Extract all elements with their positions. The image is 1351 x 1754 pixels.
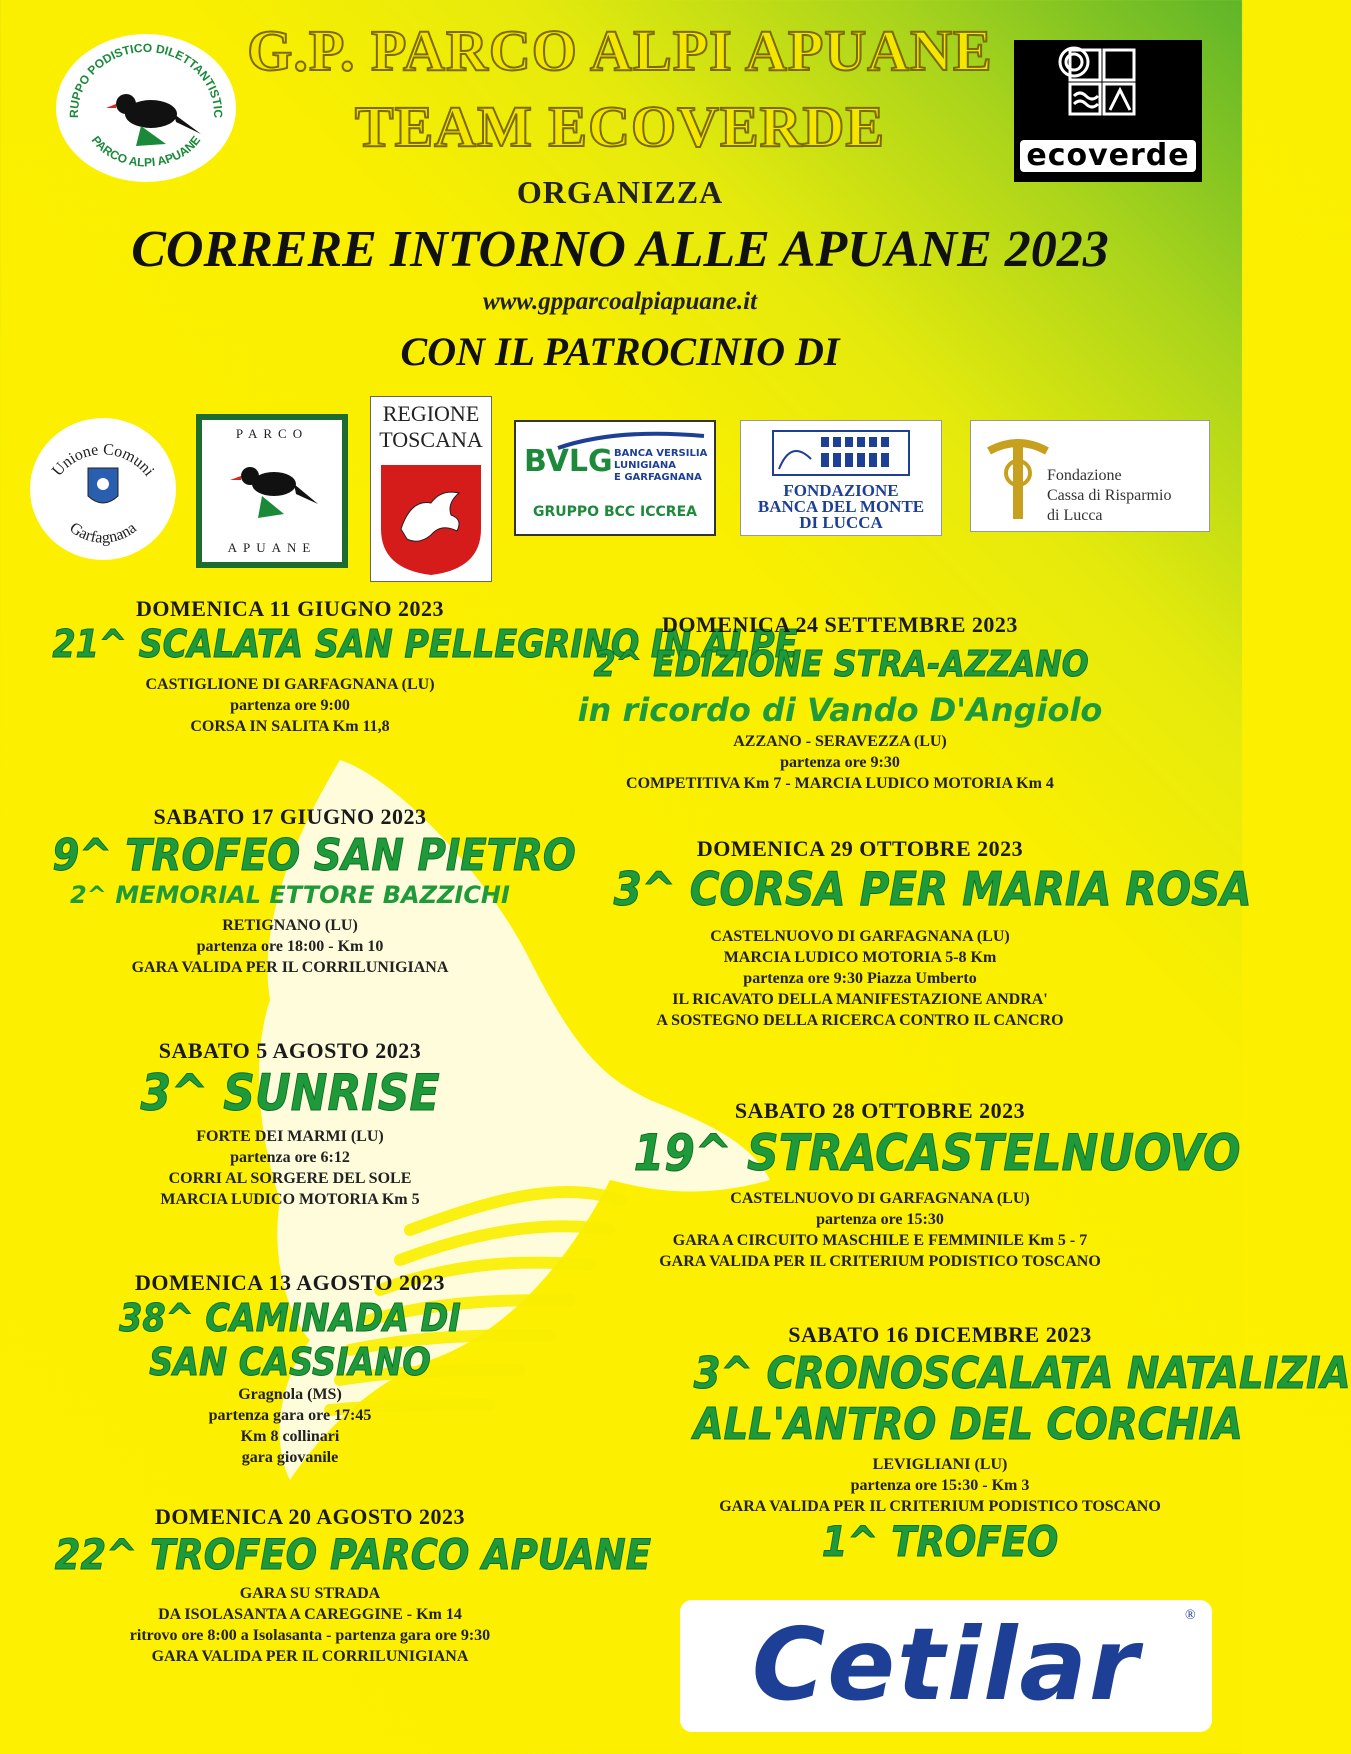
parco-apuane-logo — [196, 414, 348, 568]
event-detail: partenza ore 6:12 — [230, 1149, 350, 1166]
bvlg-bank-logo — [514, 420, 716, 536]
event-detail: FORTE DEI MARMI (LU) — [196, 1128, 384, 1145]
event-right-1 — [560, 612, 1120, 794]
header-line-1: G.P. PARCO ALPI APUANE — [247, 18, 993, 83]
fondazione-cassa-risparmio-lucca-logo — [970, 420, 1210, 532]
event-detail: partenza ore 9:30 Piazza Umberto — [743, 970, 977, 987]
event-detail: LEVIGLIANI (LU) — [872, 1456, 1008, 1473]
regione-logo-line1: REGIONE — [382, 401, 480, 426]
patrocinio-label: CON IL PATROCINIO DI — [400, 329, 840, 374]
header-line-2: TEAM ECOVERDE — [354, 94, 886, 159]
regione-toscana-logo — [370, 396, 492, 582]
fbml-logo-line3: DI LUCCA — [799, 513, 883, 532]
event-left-4 — [20, 1270, 560, 1468]
event-detail: partenza ore 18:00 - Km 10 — [196, 938, 384, 955]
event-date: DOMENICA 11 GIUGNO 2023 — [136, 596, 444, 621]
gp-logo-ring-top: RUPPO PODISTICO DILETTANTISTIC — [66, 40, 226, 119]
bvlg-logo-group: GRUPPO BCC ICCREA — [533, 504, 697, 520]
event-subtitle: 2^ MEMORIAL ETTORE BAZZICHI — [70, 881, 510, 909]
unione-comuni-garfagnana-logo — [30, 418, 176, 560]
parco-logo-top: PARCO — [235, 426, 309, 441]
fcrl-logo-line1: Fondazione — [1047, 467, 1122, 484]
event-detail: AZZANO - SERAVEZZA (LU) — [733, 733, 947, 750]
event-detail: GARA VALIDA PER IL CRITERIUM PODISTICO TOSCANO — [659, 1253, 1101, 1270]
event-detail: partenza ore 9:30 — [780, 754, 900, 771]
gp-logo-ring-bottom: PARCO ALPI APUANE — [88, 133, 204, 170]
unione-logo-bottom: Garfagnana — [66, 519, 140, 547]
event-detail: GARA SU STRADA — [239, 1585, 381, 1602]
event-left-5 — [20, 1504, 651, 1667]
event-detail: IL RICAVATO DELLA MANIFESTAZIONE ANDRA' — [672, 991, 1048, 1008]
unione-logo-top: Unione Comuni — [49, 441, 158, 480]
regione-logo-line2: TOSCANA — [379, 427, 483, 452]
event-detail: CASTIGLIONE DI GARFAGNANA (LU) — [145, 676, 435, 693]
event-detail: CASTELNUOVO DI GARFAGNANA (LU) — [710, 928, 1010, 945]
event-title: 19^ STRACASTELNUOVO — [633, 1124, 1241, 1182]
blackbird-icon — [56, 34, 236, 182]
event-date: DOMENICA 29 OTTOBRE 2023 — [696, 836, 1024, 861]
fcrl-logo-line3: di Lucca — [1047, 507, 1103, 524]
event-detail: ritrovo ore 8:00 a Isolasanta - partenza gara ore 9:30 — [129, 1627, 491, 1644]
fbml-logo-line2: BANCA DEL MONTE — [757, 497, 925, 516]
event-detail: COMPETITIVA Km 7 - MARCIA LUDICO MOTORIA Km 4 — [626, 775, 1054, 792]
fcrl-logo-line2: Cassa di Risparmio — [1047, 487, 1172, 504]
event-detail: partenza ore 15:30 - Km 3 — [850, 1477, 1030, 1494]
event-right-4 — [660, 1322, 1351, 1566]
event-date: SABATO 28 OTTOBRE 2023 — [734, 1098, 1026, 1123]
bvlg-logo-name1: BANCA VERSILIA — [614, 448, 708, 459]
event-left-2 — [20, 804, 576, 978]
swoosh-icon — [556, 428, 706, 450]
organizza-label: ORGANIZZA — [516, 174, 724, 210]
website-url: www.gpparcoalpiapuane.it — [482, 288, 758, 315]
event-detail: RETIGNANO (LU) — [222, 917, 358, 934]
event-title: 21^ SCALATA SAN PELLEGRINO IN ALPE — [52, 622, 798, 666]
event-right-3 — [600, 1098, 1241, 1272]
event-detail: partenza ore 15:30 — [816, 1211, 944, 1228]
event-title: 3^ CORSA PER MARIA ROSA — [613, 862, 1252, 916]
cetilar-brand: Cetilar — [751, 1606, 1141, 1723]
event-title-line2: ALL'ANTRO DEL CORCHIA — [693, 1399, 1243, 1450]
event-detail: GARA A CIRCUITO MASCHILE E FEMMINILE Km 5 - 7 — [672, 1232, 1088, 1249]
blackbird-icon — [222, 448, 322, 534]
event-title: 3^ SUNRISE — [140, 1064, 440, 1122]
event-date: DOMENICA 20 AGOSTO 2023 — [155, 1504, 465, 1529]
building-icon — [771, 429, 911, 479]
ecoverde-logo-text: ecoverde — [1026, 138, 1190, 173]
event-right-2 — [580, 836, 1252, 1031]
event-detail: CORRI AL SORGERE DEL SOLE — [168, 1170, 412, 1187]
event-detail: Gragnola (MS) — [238, 1386, 342, 1403]
event-left-3 — [20, 1038, 560, 1210]
fbml-logo-line1: FONDAZIONE — [783, 481, 899, 500]
event-title-line3: 1^ TROFEO — [821, 1517, 1059, 1566]
event-detail: GARA VALIDA PER IL CRITERIUM PODISTICO TOSCANO — [719, 1498, 1161, 1515]
fondazione-banca-monte-lucca-logo — [740, 420, 942, 536]
event-detail: gara giovanile — [241, 1449, 339, 1466]
event-date: SABATO 16 DICEMBRE 2023 — [788, 1322, 1092, 1347]
event-detail: A SOSTEGNO DELLA RICERCA CONTRO IL CANCRO — [656, 1012, 1064, 1029]
event-detail: MARCIA LUDICO MOTORIA Km 5 — [160, 1191, 420, 1208]
parco-logo-bottom: APUANE — [227, 540, 317, 555]
event-series-title: CORRERE INTORNO ALLE APUANE 2023 — [131, 221, 1109, 278]
event-detail: CORSA IN SALITA Km 11,8 — [190, 718, 390, 735]
event-date: DOMENICA 24 SETTEMBRE 2023 — [662, 612, 1018, 637]
event-title: 2^ EDIZIONE STRA-AZZANO — [593, 644, 1089, 685]
svg-text:Garfagnana — [66, 519, 139, 546]
event-detail: partenza ore 9:00 — [230, 697, 350, 714]
event-detail: DA ISOLASANTA A CAREGGINE - Km 14 — [158, 1606, 462, 1623]
ecoverde-logo — [1014, 40, 1202, 182]
event-detail: GARA VALIDA PER IL CORRILUNIGIANA — [131, 959, 449, 976]
pegasus-shield-icon — [371, 459, 491, 579]
cetilar-logo — [680, 1600, 1212, 1732]
cross-emblem-icon — [983, 431, 1053, 523]
event-title-line2: SAN CASSIANO — [149, 1340, 431, 1384]
event-date: DOMENICA 13 AGOSTO 2023 — [135, 1270, 445, 1295]
event-detail: MARCIA LUDICO MOTORIA 5-8 Km — [723, 949, 997, 966]
event-detail: GARA VALIDA PER IL CORRILUNIGIANA — [151, 1648, 469, 1665]
bvlg-logo-name2: LUNIGIANA — [614, 460, 677, 471]
event-detail: partenza gara ore 17:45 — [208, 1407, 372, 1424]
event-title: 38^ CAMINADA DI — [119, 1296, 461, 1340]
bvlg-logo-abbr: BVLG — [524, 444, 613, 479]
event-subtitle: in ricordo di Vando D'Angiolo — [577, 691, 1103, 729]
event-title: 9^ TROFEO SAN PIETRO — [52, 830, 576, 881]
event-date: SABATO 5 AGOSTO 2023 — [158, 1038, 422, 1063]
event-title: 3^ CRONOSCALATA NATALIZIA — [693, 1348, 1351, 1399]
event-left-1 — [20, 596, 798, 737]
event-detail: CASTELNUOVO DI GARFAGNANA (LU) — [730, 1190, 1030, 1207]
event-detail: Km 8 collinari — [240, 1428, 340, 1445]
cetilar-reg-mark: ® — [1185, 1608, 1196, 1623]
gp-parco-alpi-apuane-logo — [56, 34, 236, 182]
bvlg-logo-name3: E GARFAGNANA — [614, 472, 702, 483]
event-date: SABATO 17 GIUGNO 2023 — [153, 804, 427, 829]
event-title: 22^ TROFEO PARCO APUANE — [54, 1530, 651, 1579]
